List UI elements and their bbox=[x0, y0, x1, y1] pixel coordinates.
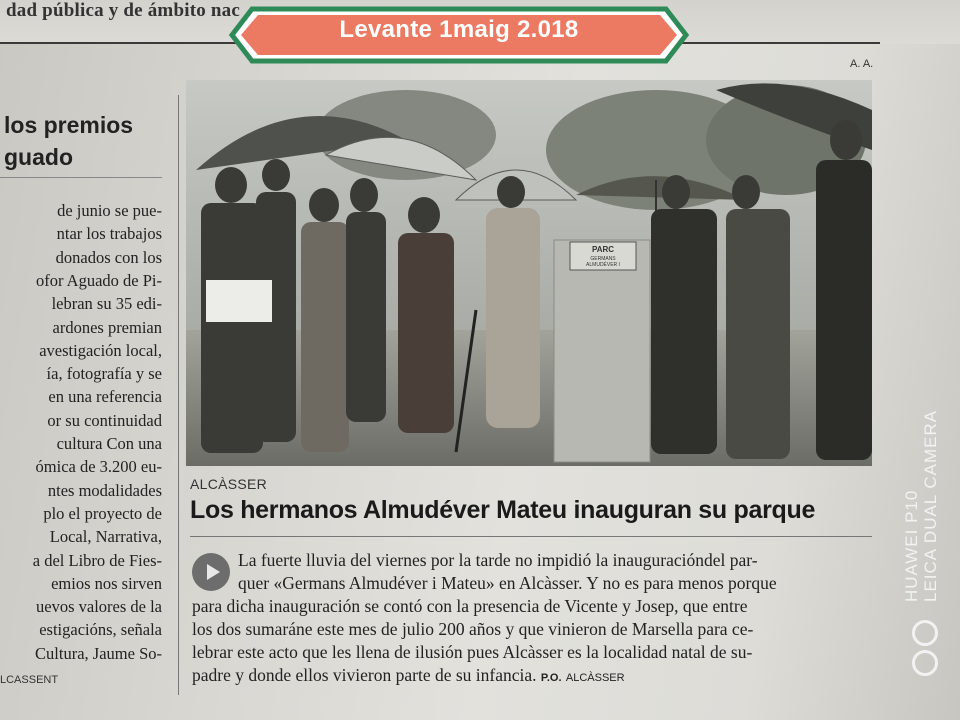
body-line-5: lebrar este acto que les llena de ilusión pues Alcàsser es la localidad natal de su- bbox=[192, 642, 753, 662]
body-line-6-text: padre y donde ellos vivieron parte de su infancia. bbox=[192, 665, 537, 685]
plaque-line-1: PARC bbox=[591, 245, 615, 254]
body-line-3: para dicha inauguración se contó con la presencia de Vicente y Josep, que entre bbox=[192, 596, 748, 616]
photo-scene bbox=[186, 80, 872, 466]
photo-credit: A. A. bbox=[850, 58, 874, 70]
left-text-line: or su continuidad bbox=[47, 410, 162, 430]
article-section: ALCÀSSER bbox=[190, 476, 268, 492]
left-text-line: emios nos sirven bbox=[51, 573, 162, 593]
watermark-line-1: HUAWEI P10 bbox=[902, 489, 921, 602]
date-banner bbox=[228, 6, 690, 64]
banner-label: Levante 1maig 2.018 bbox=[339, 16, 579, 43]
left-text-line: ía, fotografía y se bbox=[46, 364, 162, 384]
left-text-line: en una referencia bbox=[48, 387, 162, 407]
left-text-line: plo el proyecto de bbox=[43, 503, 162, 523]
previous-article-headline: dad pública y de ámbito nac bbox=[6, 0, 240, 21]
left-text-line: avestigación local, bbox=[39, 340, 162, 360]
watermark-line-2: LEICA DUAL CAMERA bbox=[921, 409, 940, 602]
left-text-line: ómica de 3.200 eu- bbox=[35, 457, 162, 477]
dual-lens-icon bbox=[912, 620, 936, 672]
left-text-line: a del Libro de Fies- bbox=[32, 550, 162, 570]
left-text-line: estigacións, señala bbox=[39, 620, 162, 640]
camera-watermark-text bbox=[902, 410, 940, 602]
left-text-line: lebran su 35 edi- bbox=[51, 294, 162, 314]
left-title-rule bbox=[0, 177, 162, 178]
body-line-4: los dos sumaráne este mes de julio 200 años y que vinieron de Marsella para ce- bbox=[192, 619, 754, 639]
body-line-6 bbox=[192, 665, 625, 686]
body-line-2: quer «Germans Almudéver i Mateu» en Alcàsser. Y no es para menos porque bbox=[238, 573, 777, 593]
camera-watermark bbox=[900, 380, 944, 680]
left-text-line: donados con los bbox=[55, 247, 162, 267]
left-signature: LCASSENT bbox=[0, 674, 59, 686]
article-headline: Los hermanos Almudéver Mateu inauguran su parque bbox=[190, 496, 816, 524]
article-photo bbox=[186, 80, 872, 466]
left-title-line-1: los premios bbox=[4, 112, 134, 138]
play-icon bbox=[192, 553, 230, 591]
signature-place: ALCÀSSER bbox=[565, 672, 625, 684]
left-text-line: Cultura, Jaume So- bbox=[35, 643, 162, 663]
left-text-line: ofor Aguado de Pi- bbox=[35, 270, 162, 290]
left-text-line: ardones premian bbox=[52, 317, 162, 337]
plaque-line-3: ALMUDÉVER I bbox=[586, 262, 620, 268]
left-text-line: ntes modalidades bbox=[47, 480, 162, 500]
left-title-line-2: guado bbox=[4, 144, 73, 170]
left-text-line: Local, Narrativa, bbox=[49, 527, 162, 547]
left-text-line: uevos valores de la bbox=[36, 597, 162, 617]
left-text-line: cultura Con una bbox=[56, 434, 162, 453]
left-text-line: ntar los trabajos bbox=[56, 224, 162, 244]
column-separator bbox=[178, 95, 179, 695]
headline-rule bbox=[190, 536, 872, 537]
signature-initials: P.O. bbox=[540, 672, 562, 684]
plaque-line-2: GERMANS bbox=[590, 256, 616, 262]
left-text-line: de junio se pue- bbox=[57, 201, 162, 220]
body-line-1: La fuerte lluvia del viernes por la tarde no impidió la inauguracióndel par- bbox=[238, 550, 758, 570]
